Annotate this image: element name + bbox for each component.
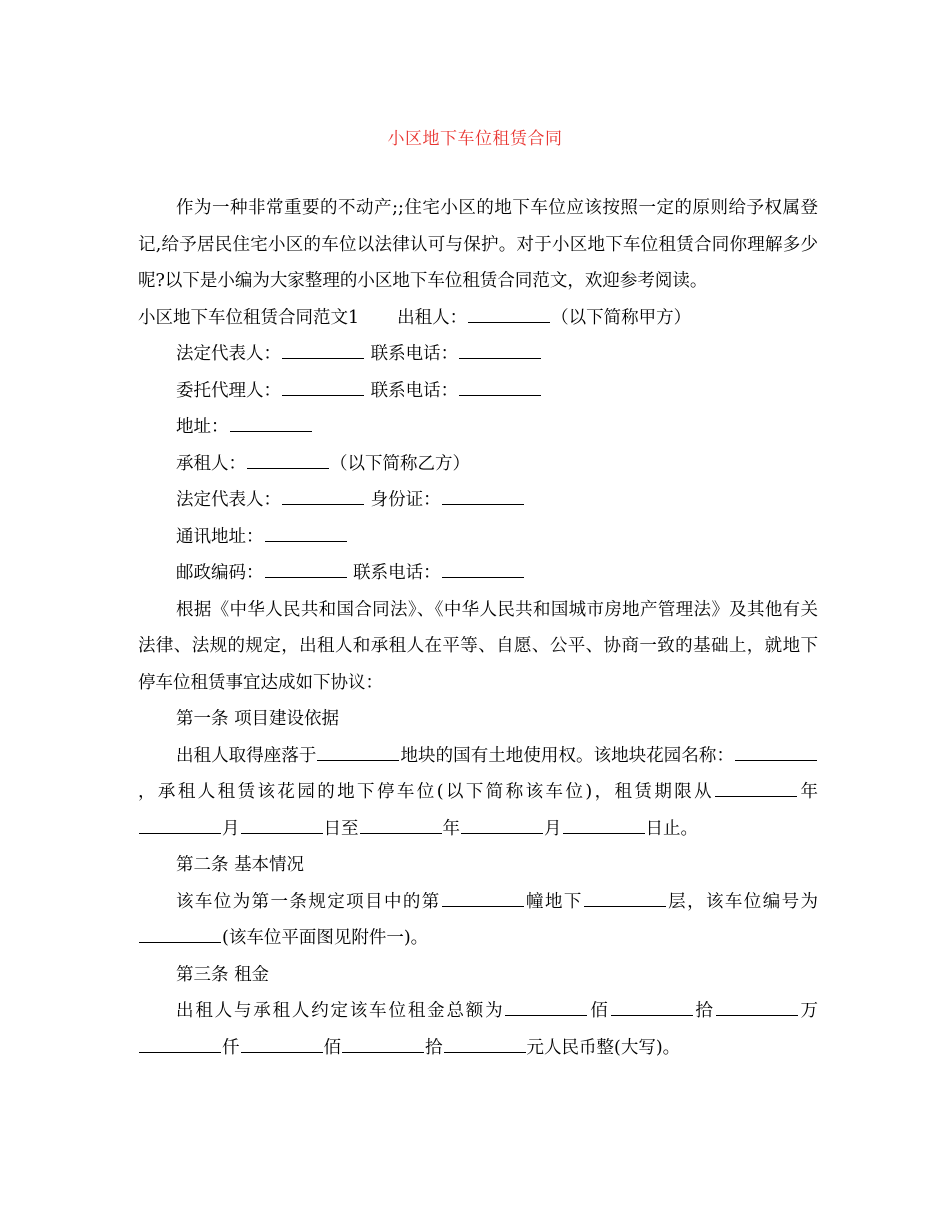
text-span: 万 (798, 1001, 819, 1021)
blank-field (461, 813, 543, 834)
agent-line (138, 373, 818, 410)
legal-rep-label: 法定代表人： (176, 490, 281, 510)
blank-field (442, 484, 524, 505)
blank-field (265, 557, 347, 578)
blank-field (241, 1032, 323, 1053)
text-span: 日至 (323, 818, 359, 839)
text-span: 佰 (323, 1037, 341, 1058)
text-span: 月 (544, 818, 562, 839)
blank-field (459, 338, 541, 359)
text-span: 该车位为第一条规定项目中的第 (176, 891, 441, 912)
lessor-line (138, 300, 818, 337)
lessor-label: 出租人： (397, 307, 468, 328)
lessee-suffix: （以下简称乙方） (330, 453, 470, 474)
lessee-line (138, 446, 818, 483)
address-line (138, 409, 818, 446)
legal-rep-line (138, 336, 818, 373)
blank-field (735, 740, 817, 761)
blank-field (459, 375, 541, 396)
article-3-title: 第三条 租金 (176, 964, 270, 985)
blank-field (139, 813, 221, 834)
text-span: ，承租人租赁该花园的地下停车位(以下简称该车位)，租赁期限从 (138, 782, 715, 802)
text-span: 年 (798, 782, 819, 802)
blank-field (584, 886, 666, 907)
article-3-body (138, 993, 818, 1066)
address-label: 地址： (176, 417, 229, 437)
blank-field (342, 1032, 424, 1053)
blank-field (442, 557, 524, 578)
postcode-label: 邮政编码： (176, 563, 264, 583)
text-span: 仟 (222, 1037, 240, 1058)
mail-address-line (138, 519, 818, 556)
blank-field (265, 521, 347, 542)
phone-label: 联系电话： (370, 344, 459, 364)
blank-field (317, 740, 399, 761)
text-span: 幢地下 (524, 891, 583, 912)
text-span: (该车位平面图见附件一)。 (222, 928, 429, 948)
blank-field (282, 375, 364, 396)
blank-field (715, 776, 797, 797)
blank-field (563, 813, 645, 834)
blank-field (282, 484, 364, 505)
text-span: 地块的国有土地使用权。该地块花园名称： (400, 745, 735, 766)
lessee-label: 承租人： (176, 453, 246, 474)
text-span: 拾 (693, 1001, 715, 1021)
text-span: 元人民币整(大写)。 (526, 1037, 681, 1058)
text-span: 拾 (425, 1037, 443, 1058)
text-span: 出租人与承租人约定该车位租金总额为 (176, 1001, 505, 1021)
legal-rep-label: 法定代表人： (176, 344, 281, 364)
article-1-title: 第一条 项目建设依据 (176, 709, 340, 729)
article-1-body (138, 738, 818, 848)
blank-field (230, 411, 312, 432)
blank-field (442, 886, 524, 907)
text-span: 层，该车位编号为 (666, 891, 819, 912)
text-span: 出租人取得座落于 (176, 745, 317, 766)
text-span: 月 (222, 818, 240, 839)
phone-label: 联系电话： (353, 563, 441, 583)
document-body (138, 190, 818, 1066)
blank-field (247, 448, 329, 469)
postcode-line (138, 555, 818, 592)
basis-paragraph: 根据《中华人民共和国合同法》、《中华人民共和国城市房地产管理法》及其他有关法律、法规的规定，出租人和承租人在平等、自愿、公平、协商一致的基础上，就地下停车位租赁事宜达成如下协议： (138, 599, 818, 693)
blank-field (282, 338, 364, 359)
blank-field (505, 995, 587, 1016)
blank-field (611, 995, 693, 1016)
sample-heading: 小区地下车位租赁合同范文1 (138, 307, 360, 328)
phone-label: 联系电话： (370, 380, 459, 401)
id-card-label: 身份证： (370, 490, 441, 510)
blank-field (241, 813, 323, 834)
mail-address-label: 通讯地址： (176, 526, 264, 547)
blank-field (139, 1032, 221, 1053)
text-span: 年 (442, 818, 460, 839)
agent-label: 委托代理人： (176, 380, 281, 401)
document-title: 小区地下车位租赁合同 (387, 129, 563, 149)
blank-field (139, 922, 221, 943)
blank-field (468, 302, 550, 323)
text-span: 佰 (588, 1001, 610, 1021)
article-2-title: 第二条 基本情况 (176, 855, 305, 875)
text-span: 日止。 (645, 818, 698, 839)
legal-rep-line-2 (138, 482, 818, 519)
intro-paragraph: 作为一种非常重要的不动产;;住宅小区的地下车位应该按照一定的原则给予权属登记,给予居民住宅小区的车位以法律认可与保护。对于小区地下车位租赁合同你理解多少呢?以下是小编为大家整理的小区地下车位租赁合同范文，欢迎参考阅读。 (138, 198, 818, 291)
blank-field (360, 813, 442, 834)
lessor-suffix: （以下简称甲方） (551, 307, 692, 328)
blank-field (716, 995, 798, 1016)
blank-field (444, 1032, 526, 1053)
article-2-body (138, 884, 818, 957)
